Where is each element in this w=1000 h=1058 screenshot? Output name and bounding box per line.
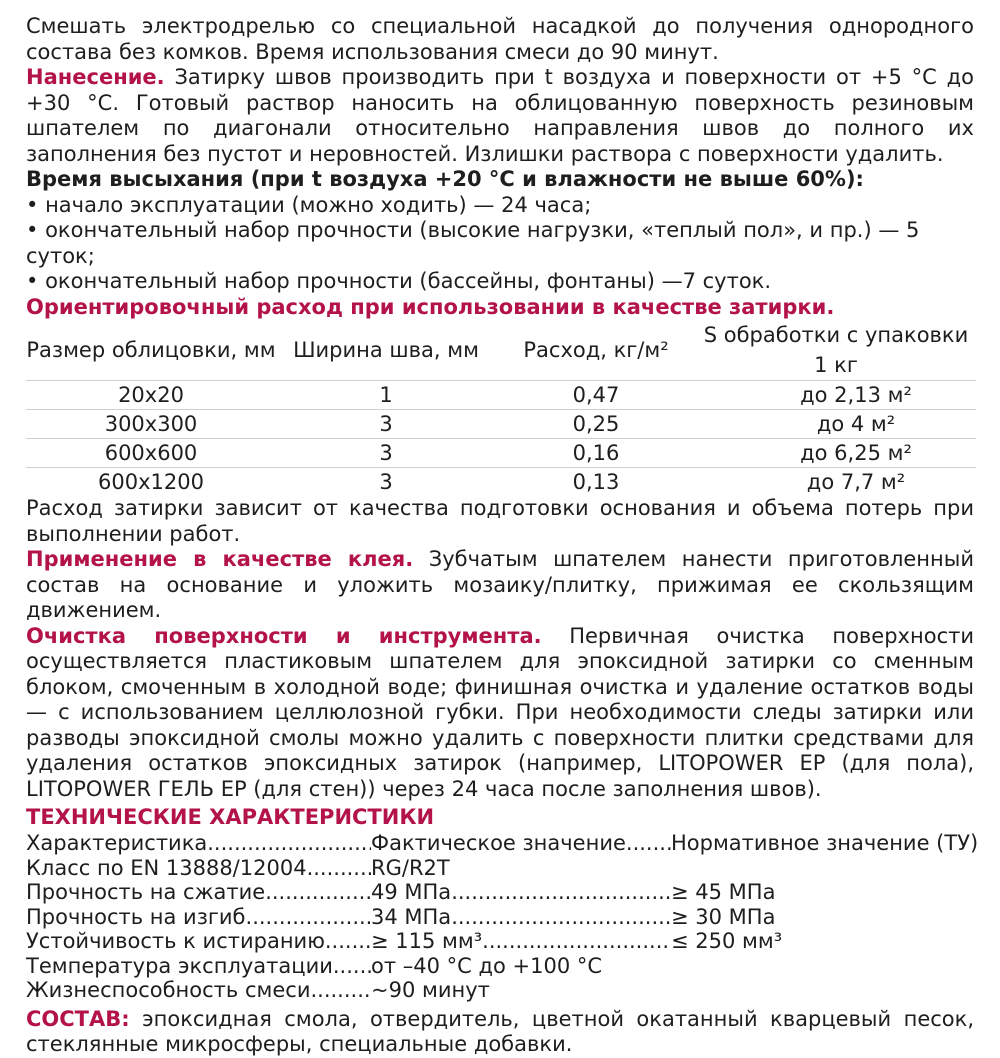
tech-row (26, 954, 974, 979)
tech-actual: 34 МПа (371, 904, 452, 929)
table-cell: 20х20 (26, 381, 276, 410)
composition-heading: СОСТАВ: (26, 1006, 130, 1031)
tech-actual: RG/R2T (371, 855, 450, 880)
drying-heading: Время высыхания (при t воздуха +20 °С и влажности не выше 60%): (26, 167, 864, 191)
leader-dots (265, 880, 371, 905)
column-header: S обработки с упаковки 1 кг (703, 323, 969, 377)
application-text: Затирку швов производить при t воздуха и поверхности от +5 °С до +30 °С. Готовый раствор наносить на облицованную поверхность резиновым шпателем по диагонали относительно направления швов до полного их заполнения без пустот и неровностей. Излишки раствора с поверхности удалить. (26, 65, 974, 166)
adhesive-heading: Применение в качестве клея. (26, 547, 414, 571)
drying-item: • окончательный набор прочности (бассейны, фонтаны) —7 суток. (26, 269, 974, 295)
consumption-heading: Ориентировочный расход при использовании в качестве затирки. (26, 294, 835, 319)
consumption-note: Расход затирки зависит от качества подготовки основания и объема потерь при выполнении работ. (26, 496, 974, 546)
column-header: Расход, кг/м² (523, 338, 669, 362)
leader-dots (207, 831, 371, 856)
tech-label: Температура эксплуатации (26, 953, 333, 978)
tech-norm: ≥ 45 МПа (671, 880, 776, 904)
table-cell: 0,47 (496, 381, 696, 410)
leader-dots (333, 954, 371, 979)
column-header: Ширина шва, мм (293, 338, 479, 362)
tech-label: Класс по EN 13888/12004 (26, 855, 307, 880)
tech-label: Устойчивость к истиранию (26, 929, 325, 953)
table-row (26, 468, 976, 497)
table-cell: 3 (276, 410, 496, 439)
consumption-table (26, 320, 976, 496)
table-row (26, 381, 976, 410)
tech-row (26, 905, 974, 930)
leader-dots (246, 905, 371, 930)
drying-list (26, 193, 974, 295)
table-cell: 0,16 (496, 439, 696, 468)
table-cell: 1 (276, 381, 496, 410)
tech-actual: ~90 минут (371, 978, 490, 1002)
intro-text: Смешать электродрелью со специальной насадкой до получения однородного состава без комков. Время использования смеси до 90 минут. (26, 14, 974, 64)
tech-label: Прочность на сжатие (26, 880, 266, 904)
column-header: Размер облицовки, мм (26, 338, 276, 362)
tech-norm: ≤ 250 мм³ (671, 929, 783, 953)
adhesive-text: Зубчатым шпателем нанести приготовленный состав на основание и уложить мозаику/плитку, прижимая ее скользящим движением. (26, 547, 974, 622)
drying-item: • окончательный набор прочности (высокие нагрузки, «теплый пол», и пр.) — 5 суток; (26, 218, 974, 269)
cleaning-heading: Очистка поверхности и инструмента. (26, 623, 542, 648)
composition-paragraph (26, 1007, 974, 1058)
consumption-header-row (26, 320, 976, 381)
tech-actual: ≥ 115 мм³ (371, 929, 483, 953)
tech-row (26, 929, 974, 954)
tech-actual: от –40 °С до +100 °С (371, 953, 603, 978)
cleaning-text: Первичная очистка поверхности осуществляется пластиковым шпателем для эпоксидной затирки со сменным блоком, смоченным в холодной воде; финишная очистка и удаление остатков воды — с использованием целлюлозной губки. При необходимости следы затирки или разводы эпоксидной смолы можно удалить с поверхности плитки средствами для удаления остатков эпоксидных затирок (например, LITOPOWER EP (для пола), LITOPOWER ГЕЛЬ EP (для стен)) через 24 часа после заполнения швов). (26, 623, 974, 801)
tech-norm: ≥ 30 МПа (671, 904, 776, 929)
table-cell: 600х600 (26, 439, 276, 468)
cleaning-paragraph (26, 624, 974, 803)
tech-row (26, 978, 974, 1003)
leader-dots (626, 831, 671, 856)
table-cell: 600х1200 (26, 468, 276, 497)
drying-item: • начало эксплуатации (можно ходить) — 24 часа; (26, 193, 974, 219)
table-cell: до 6,25 м² (696, 439, 976, 468)
table-row (26, 410, 976, 439)
tech-norm: Нормативное значение (ТУ) (671, 831, 979, 855)
tech-header-row (26, 831, 979, 856)
leader-dots (307, 856, 371, 881)
tech-heading: ТЕХНИЧЕСКИЕ ХАРАКТЕРИСТИКИ (26, 805, 435, 829)
table-cell: до 2,13 м² (696, 381, 976, 410)
leader-dots (451, 880, 671, 905)
tech-label: Жизнеспособность смеси (26, 978, 311, 1002)
table-row (26, 439, 976, 468)
table-cell: 0,13 (496, 468, 696, 497)
tech-row (26, 880, 974, 905)
leader-dots (310, 978, 371, 1003)
composition-text: эпоксидная смола, отвердитель, цветной окатанный кварцевый песок, стеклянные микросферы, специальные добавки. (26, 1006, 974, 1056)
leader-dots (482, 929, 671, 954)
table-cell: до 7,7 м² (696, 468, 976, 497)
leader-dots (451, 905, 671, 930)
application-heading: Нанесение. (26, 65, 165, 89)
table-cell: до 4 м² (696, 410, 976, 439)
tech-actual: Фактическое значение (371, 831, 626, 855)
tech-actual: 49 МПа (371, 880, 452, 904)
table-cell: 0,25 (496, 410, 696, 439)
tech-row (26, 856, 974, 881)
leader-dots (325, 929, 371, 954)
intro-paragraph (26, 14, 974, 65)
table-cell: 300х300 (26, 410, 276, 439)
adhesive-paragraph (26, 547, 974, 624)
tech-label: Характеристика (26, 831, 208, 855)
tech-label: Прочность на изгиб (26, 904, 246, 929)
application-paragraph (26, 65, 974, 167)
table-cell: 3 (276, 439, 496, 468)
table-cell: 3 (276, 468, 496, 497)
